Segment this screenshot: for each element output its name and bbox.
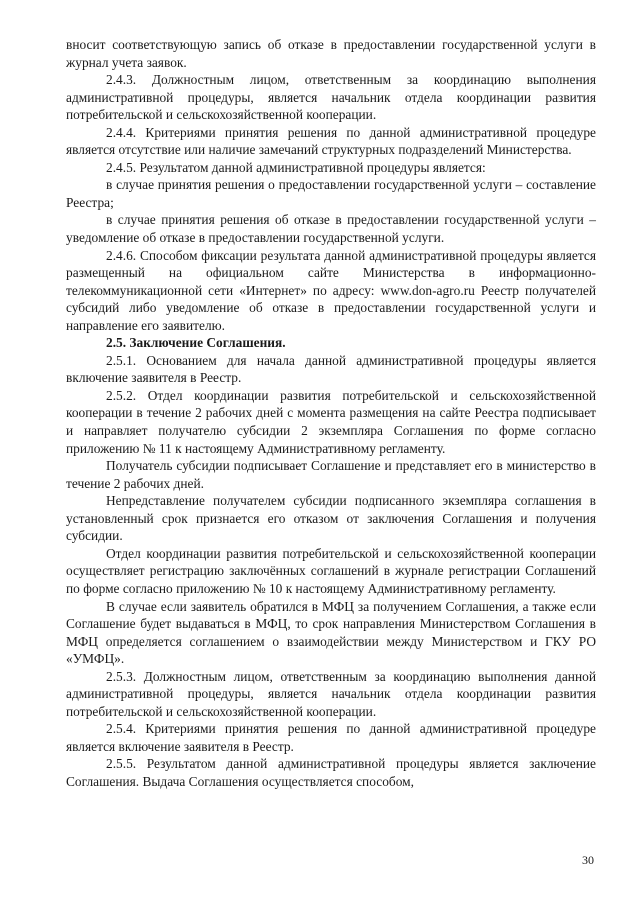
paragraph-2-5-5: 2.5.5. Результатом данной административной процедуры является заключение Соглашения. Выдача Соглашения осуществляется способом, — [66, 756, 596, 789]
paragraph-2-4-6: 2.4.6. Способом фиксации результата данной административной процедуры является размещенный на официальном сайте Министерства в информационно-телекоммуникационной сети «Интернет» по адресу: www.don-agro.ru Реестр получателей субсидий либо уведомление об отказе в предоставлении государственной услуги и направление его заявителю. — [66, 247, 596, 333]
paragraph-2-4-5-case-grant: в случае принятия решения о предоставлении государственной услуги – составление Реестра; — [66, 177, 596, 210]
paragraph-mfc: В случае если заявитель обратился в МФЦ за получением Соглашения, а также если Соглашение будет выдаваться в МФЦ, то срок направления Министерством Соглашения в МФЦ определяется соглашением о взаимодействии между Министерством и ГКУ РО «УМФЦ». — [66, 598, 596, 667]
document-page — [66, 36, 596, 791]
section-heading-2-5: 2.5. Заключение Соглашения. — [106, 335, 286, 351]
paragraph-2-5-2: 2.5.2. Отдел координации развития потребительской и сельскохозяйственной кооперации в течение 2 рабочих дней с момента размещения на сайте Реестра подписывает и направляет получателю субсидии 2 экземпляра Соглашения по форме согласно приложению № 11 к настоящему Административному регламенту. — [66, 387, 596, 456]
paragraph-2-5-3: 2.5.3. Должностным лицом, ответственным за координацию выполнения данной административной процедуры, является начальник отдела координации развития потребительской и сельскохозяйственной кооперации. — [66, 668, 596, 719]
paragraph-2-4-4: 2.4.4. Критериями принятия решения по данной административной процедуре является отсутствие или наличие замечаний структурных подразделений Министерства. — [66, 124, 596, 158]
paragraph-2-4-5: 2.4.5. Результатом данной административной процедуры является: — [106, 159, 486, 175]
paragraph-continuation: вносит соответствующую запись об отказе в предоставлении государственной услуги в журнал учета заявок. — [66, 37, 596, 70]
paragraph-2-5-4: 2.5.4. Критериями принятия решения по данной административной процедуре является включение заявителя в Реестр. — [66, 721, 596, 754]
paragraph-2-5-1: 2.5.1. Основанием для начала данной административной процедуры является включение заявителя в Реестр. — [66, 352, 596, 386]
paragraph-registration: Отдел координации развития потребительской и сельскохозяйственной кооперации осуществляет регистрацию заключённых соглашений в журнале регистрации Соглашений по форме согласно приложению № 10 к настоящему Административному регламенту. — [66, 545, 596, 596]
paragraph-2-4-5-case-refusal: в случае принятия решения об отказе в предоставлении государственной услуги – уведомление об отказе в предоставлении государственной услуги. — [66, 212, 596, 246]
paragraph-non-submission: Непредставление получателем субсидии подписанного экземпляра соглашения в установленный срок признается его отказом от заключения Соглашения и получения субсидии. — [66, 493, 596, 544]
page-number: 30 — [582, 853, 594, 867]
paragraph-recipient-signs: Получатель субсидии подписывает Соглашение и представляет его в министерство в течение 2 рабочих дней. — [66, 458, 596, 491]
paragraph-2-4-3: 2.4.3. Должностным лицом, ответственным за координацию выполнения административной процедуры, является начальник отдела координации развития потребительской и сельскохозяйственной кооперации. — [66, 72, 596, 123]
